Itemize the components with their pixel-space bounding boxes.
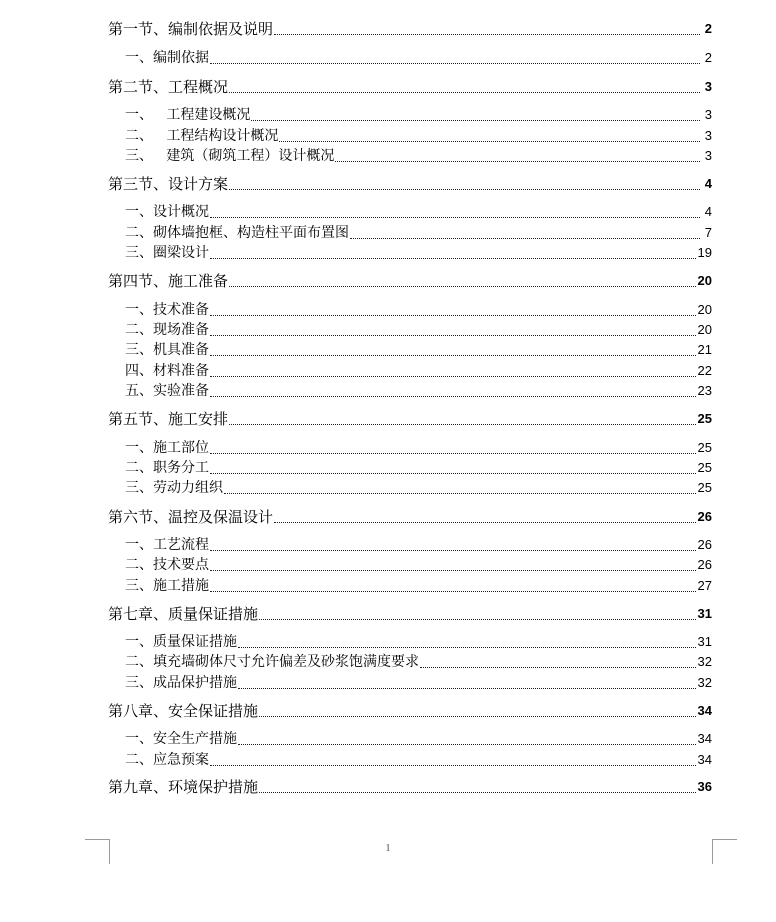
toc-entry-page: 25	[697, 411, 712, 426]
dot-leader	[251, 120, 700, 121]
dot-leader	[210, 550, 696, 551]
toc-entry-section[interactable]	[108, 507, 712, 527]
toc-entry-subsection[interactable]	[125, 438, 712, 458]
toc-entry-label: 二、应急预案	[125, 752, 209, 768]
toc-entry-label: 第六节、温控及保温设计	[108, 508, 274, 526]
toc-entry-label: 第九章、环境保护措施	[108, 778, 259, 796]
toc-entry-page: 20	[697, 273, 712, 288]
dot-leader	[224, 493, 696, 494]
toc-entry-label: 第一节、编制依据及说明	[108, 20, 274, 38]
toc-entry-page: 2	[704, 21, 712, 36]
toc-entry-label: 一、编制依据	[125, 50, 209, 66]
toc-entry-label: 一、设计概况	[125, 204, 209, 220]
toc-entry-page: 32	[697, 654, 712, 669]
toc-entry-label: 二、填充墙砌体尺寸允许偏差及砂浆饱满度要求	[125, 654, 419, 670]
toc-entry-page: 36	[697, 779, 712, 794]
toc-entry-subsection[interactable]	[125, 729, 712, 749]
toc-entry-page: 34	[697, 731, 712, 746]
toc-entry-page: 26	[697, 537, 712, 552]
toc-entry-subsection[interactable]	[125, 535, 712, 555]
toc-entry-section[interactable]	[108, 271, 712, 291]
toc-entry-label: 一、施工部位	[125, 440, 209, 456]
toc-entry-page: 31	[697, 634, 712, 649]
toc-entry-page: 27	[697, 578, 712, 593]
toc-entry-page: 23	[697, 383, 712, 398]
toc-entry-page: 22	[697, 363, 712, 378]
toc-entry-label: 第三节、设计方案	[108, 175, 229, 193]
dot-leader	[238, 688, 696, 689]
toc-entry-section[interactable]	[108, 174, 712, 194]
dot-leader	[259, 619, 696, 620]
toc-entry-label: 二、 工程结构设计概况	[125, 128, 279, 144]
toc-entry-subsection[interactable]	[125, 750, 712, 770]
dot-leader	[229, 286, 696, 287]
toc-entry-label: 三、劳动力组织	[125, 480, 223, 496]
toc-entry-page: 19	[697, 245, 712, 260]
dot-leader	[210, 396, 696, 397]
dot-leader	[259, 716, 696, 717]
toc-entry-subsection[interactable]	[125, 202, 712, 222]
dot-leader	[229, 424, 696, 425]
toc-entry-section[interactable]	[108, 409, 712, 429]
toc-entry-label: 第四节、施工准备	[108, 272, 229, 290]
dot-leader	[274, 522, 696, 523]
toc-entry-section[interactable]	[108, 19, 712, 39]
toc-entry-page: 4	[704, 176, 712, 191]
toc-entry-page: 3	[704, 107, 712, 122]
toc-entry-page: 25	[697, 460, 712, 475]
toc-entry-page: 26	[697, 509, 712, 524]
toc-entry-label: 二、现场准备	[125, 322, 209, 338]
toc-entry-subsection[interactable]	[125, 673, 712, 693]
dot-leader	[210, 217, 700, 218]
dot-leader	[210, 453, 696, 454]
toc-entry-label: 第七章、质量保证措施	[108, 605, 259, 623]
dot-leader	[238, 647, 696, 648]
toc-entry-subsection[interactable]	[125, 105, 712, 125]
toc-entry-subsection[interactable]	[125, 361, 712, 381]
toc-entry-subsection[interactable]	[125, 555, 712, 575]
toc-entry-subsection[interactable]	[125, 652, 712, 672]
toc-entry-subsection[interactable]	[125, 243, 712, 263]
dot-leader	[210, 376, 696, 377]
toc-entry-page: 3	[704, 128, 712, 143]
dot-leader	[229, 92, 700, 93]
toc-entry-page: 2	[704, 50, 712, 65]
toc-entry-label: 三、 建筑（砌筑工程）设计概况	[125, 148, 335, 164]
toc-entry-subsection[interactable]	[125, 632, 712, 652]
toc-entry-label: 第五节、施工安排	[108, 410, 229, 428]
toc-entry-subsection[interactable]	[125, 381, 712, 401]
toc-entry-section[interactable]	[108, 777, 712, 797]
dot-leader	[420, 667, 696, 668]
toc-entry-subsection[interactable]	[125, 146, 712, 166]
toc-entry-page: 32	[697, 675, 712, 690]
toc-entry-label: 二、职务分工	[125, 460, 209, 476]
toc-entry-subsection[interactable]	[125, 458, 712, 478]
toc-entry-label: 四、材料准备	[125, 363, 209, 379]
dot-leader	[210, 63, 700, 64]
toc-entry-label: 三、施工措施	[125, 578, 209, 594]
dot-leader	[350, 238, 700, 239]
toc-entry-page: 3	[704, 148, 712, 163]
toc-entry-label: 第八章、安全保证措施	[108, 702, 259, 720]
dot-leader	[210, 765, 696, 766]
toc-entry-subsection[interactable]	[125, 320, 712, 340]
dot-leader	[210, 335, 696, 336]
toc-entry-page: 31	[697, 606, 712, 621]
dot-leader	[279, 141, 700, 142]
dot-leader	[210, 258, 696, 259]
page-number: 1	[385, 842, 391, 854]
dot-leader	[259, 792, 696, 793]
toc-entry-subsection[interactable]	[125, 223, 712, 243]
toc-entry-page: 7	[704, 225, 712, 240]
toc-entry-label: 三、机具准备	[125, 342, 209, 358]
dot-leader	[210, 315, 696, 316]
toc-entry-label: 三、成品保护措施	[125, 675, 237, 691]
dot-leader	[238, 744, 696, 745]
dot-leader	[210, 591, 696, 592]
dot-leader	[210, 355, 696, 356]
toc-entry-page: 4	[704, 204, 712, 219]
toc-entry-label: 一、工艺流程	[125, 537, 209, 553]
toc-entry-section[interactable]	[108, 77, 712, 97]
dot-leader	[210, 570, 696, 571]
dot-leader	[210, 473, 696, 474]
dot-leader	[274, 34, 700, 35]
toc-entry-page: 3	[704, 79, 712, 94]
toc-entry-page: 25	[697, 480, 712, 495]
toc-entry-label: 五、实验准备	[125, 383, 209, 399]
toc-entry-label: 三、圈梁设计	[125, 245, 209, 261]
toc-entry-label: 一、 工程建设概况	[125, 107, 251, 123]
toc-entry-section[interactable]	[108, 701, 712, 721]
toc-entry-subsection[interactable]	[125, 48, 712, 68]
toc-entry-section[interactable]	[108, 604, 712, 624]
dot-leader	[335, 161, 700, 162]
toc-entry-subsection[interactable]	[125, 478, 712, 498]
toc-entry-page: 26	[697, 557, 712, 572]
toc-entry-page: 34	[697, 703, 712, 718]
toc-entry-label: 第二节、工程概况	[108, 78, 229, 96]
toc-entry-label: 一、技术准备	[125, 302, 209, 318]
toc-entry-subsection[interactable]	[125, 126, 712, 146]
toc-entry-label: 一、质量保证措施	[125, 634, 237, 650]
toc-entry-label: 一、安全生产措施	[125, 731, 237, 747]
toc-entry-subsection[interactable]	[125, 576, 712, 596]
toc-entry-label: 二、技术要点	[125, 557, 209, 573]
toc-entry-label: 二、砌体墙抱框、构造柱平面布置图	[125, 225, 349, 241]
toc-entry-page: 21	[697, 342, 712, 357]
toc-entry-subsection[interactable]	[125, 340, 712, 360]
dot-leader	[229, 189, 700, 190]
toc-entry-subsection[interactable]	[125, 300, 712, 320]
toc-entry-page: 20	[697, 322, 712, 337]
toc-entry-page: 25	[697, 440, 712, 455]
toc-entry-page: 20	[697, 302, 712, 317]
toc-entry-page: 34	[697, 752, 712, 767]
